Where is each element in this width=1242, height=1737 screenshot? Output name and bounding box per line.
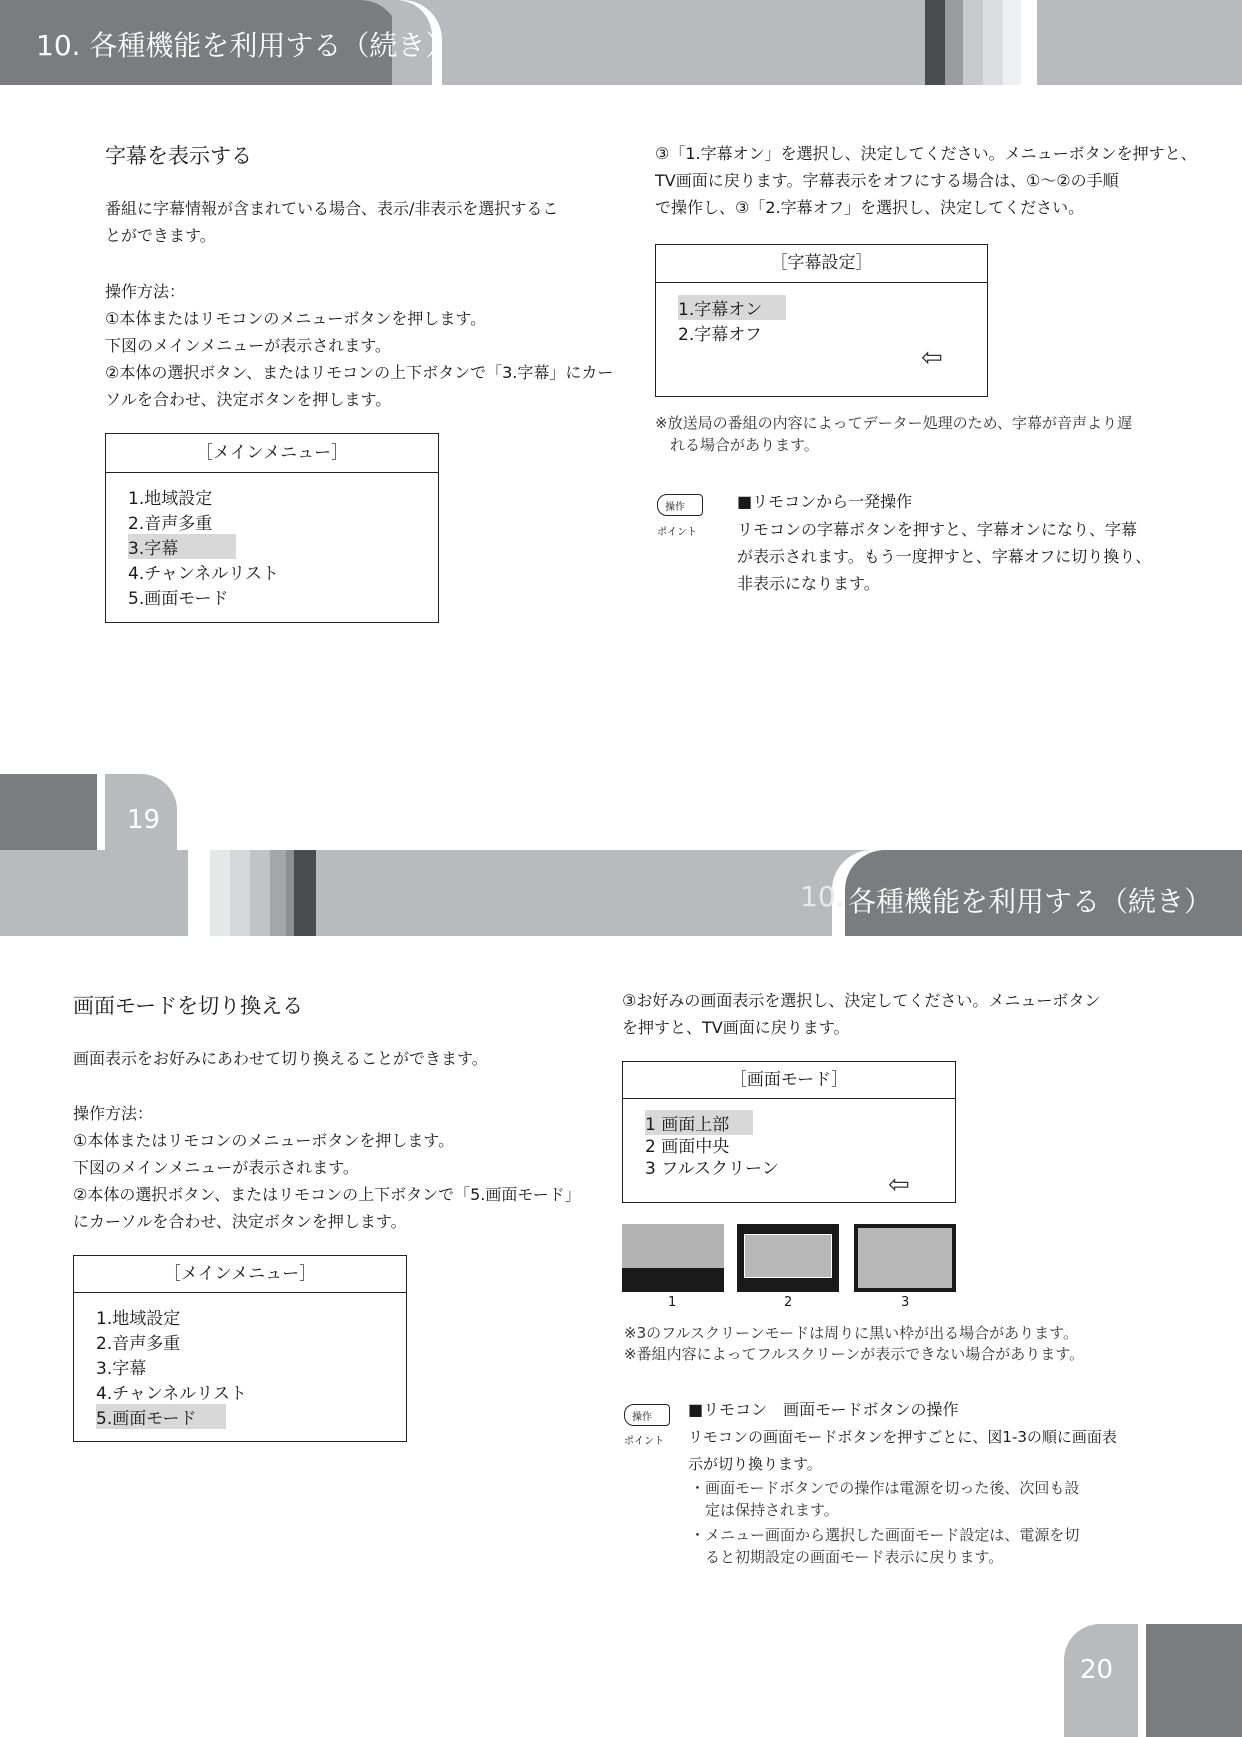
screen-mode-section-title: 画面モードを切り換える — [73, 994, 304, 1018]
bottom-bullet-1b: 定は保持されます。 — [690, 1501, 839, 1519]
top-point-hand-icon: 操作 — [657, 494, 703, 516]
screen-mode-steps-heading: 操作方法： — [73, 1104, 154, 1123]
subtitle-step-2b: ソルを合わせ、決定ボタンを押します。 — [105, 390, 392, 409]
screen-mode-menu-box — [622, 1061, 956, 1203]
screen-mode-note-2: ※番組内容によってフルスクリーンが表示できない場合があります。 — [624, 1345, 1085, 1363]
subtitle-back-arrow-icon: ⇦ — [921, 343, 943, 373]
bottom-header-title: 各種機能を利用する（続き） — [848, 885, 1213, 918]
top-point-text-2: が表示されます。もう一度押すと、字幕オフに切り換り、 — [737, 547, 1152, 566]
subtitle-step-1: ①本体またはリモコンのメニューボタンを押します。 — [105, 309, 487, 328]
page-number-19: 19 — [127, 805, 161, 835]
screen-mode-thumb-1 — [622, 1224, 724, 1292]
bottom-point-text-2: 示が切り換ります。 — [688, 1455, 822, 1473]
screen-mode-step-3-line-1: ③お好みの画面表示を選択し、決定してください。メニューボタン — [622, 991, 1101, 1010]
screen-mode-step-2b: にカーソルを合わせ、決定ボタンを押します。 — [73, 1212, 407, 1231]
bottom-main-menu-caption: ［メインメニュー］ — [74, 1256, 406, 1293]
top-point-text-1: リモコンの字幕ボタンを押すと、字幕オンになり、字幕 — [737, 520, 1138, 539]
top-point-text-3: 非表示になります。 — [737, 574, 880, 593]
thumb-label-2: 2 — [784, 1295, 793, 1310]
bottom-header-title-prefix: 10. — [800, 880, 845, 913]
page-19-tab-dark — [0, 774, 97, 850]
top-menu-item-5: 5.画面モード — [128, 589, 229, 609]
page-20-tab-dark — [1146, 1624, 1242, 1737]
top-header-stripes — [925, 0, 1055, 85]
subtitle-note-line-1: ※放送局の番組の内容によってデーター処理のため、字幕が音声より遅 — [655, 414, 1132, 432]
bottom-bullet-1: ・画面モードボタンでの操作は電源を切った後、次回も設 — [690, 1479, 1080, 1497]
bottom-bullet-2b: ると初期設定の画面モード表示に戻ります。 — [690, 1548, 1004, 1566]
top-menu-item-1: 1.地域設定 — [128, 489, 213, 509]
bottom-point-hand-icon: 操作 — [624, 1404, 670, 1426]
bottom-menu-item-3: 3.字幕 — [96, 1359, 147, 1379]
top-main-menu-box — [105, 433, 439, 623]
subtitle-option-off: 2.字幕オフ — [678, 325, 762, 345]
top-menu-item-4: 4.チャンネルリスト — [128, 564, 279, 584]
bottom-menu-item-1: 1.地域設定 — [96, 1309, 181, 1329]
subtitle-step-1b: 下図のメインメニューが表示されます。 — [105, 336, 391, 355]
screen-mode-step-3-line-2: を押すと、TV画面に戻ります。 — [622, 1018, 850, 1037]
screen-mode-step-2: ②本体の選択ボタン、またはリモコンの上下ボタンで「5.画面モード」 — [73, 1185, 581, 1204]
top-menu-item-3-highlight: 3.字幕 — [128, 534, 236, 559]
subtitle-section-title: 字幕を表示する — [105, 144, 252, 168]
screen-mode-step-1b: 下図のメインメニューが表示されます。 — [73, 1158, 359, 1177]
page-number-20: 20 — [1080, 1655, 1114, 1685]
screen-mode-option-2: 2 画面中央 — [645, 1137, 730, 1157]
subtitle-step-3-line-2: TV画面に戻ります。字幕表示をオフにする場合は、①～②の手順 — [655, 171, 1119, 190]
top-menu-item-3 — [128, 534, 236, 559]
thumb-label-3: 3 — [901, 1295, 910, 1310]
bottom-menu-item-2: 2.音声多重 — [96, 1334, 181, 1354]
subtitle-settings-caption: ［字幕設定］ — [656, 245, 987, 283]
screen-mode-back-arrow-icon: ⇦ — [888, 1170, 910, 1200]
subtitle-step-3-line-1: ③「1.字幕オン」を選択し、決定してください。メニューボタンを押すと、 — [655, 144, 1197, 163]
screen-mode-thumb-3 — [854, 1224, 956, 1292]
screen-mode-option-3: 3 フルスクリーン — [645, 1159, 779, 1179]
bottom-point-label: ポイント — [624, 1436, 664, 1447]
screen-mode-note-1: ※3のフルスクリーンモードは周りに黒い枠が出る場合があります。 — [624, 1324, 1078, 1342]
screen-mode-thumb-2 — [737, 1224, 839, 1292]
bottom-menu-item-5 — [96, 1404, 226, 1429]
screen-mode-option-1: 1 画面上部 — [645, 1110, 753, 1135]
subtitle-step-2: ②本体の選択ボタン、またはリモコンの上下ボタンで「3.字幕」にカー — [105, 363, 614, 382]
top-point-title: ■リモコンから一発操作 — [737, 492, 913, 511]
top-main-menu-caption: ［メインメニュー］ — [106, 434, 438, 473]
top-point-label: ポイント — [657, 527, 697, 538]
bottom-main-menu-box — [73, 1255, 407, 1442]
bottom-bullet-2: ・メニュー画面から選択した画面モード設定は、電源を切 — [690, 1526, 1080, 1544]
bottom-point-title: ■リモコン 画面モードボタンの操作 — [688, 1400, 959, 1419]
subtitle-option-on: 1.字幕オン — [678, 295, 786, 320]
subtitle-note-line-2: れる場合があります。 — [670, 436, 819, 454]
subtitle-steps-heading: 操作方法： — [105, 282, 186, 301]
bottom-menu-item-5-highlight: 5.画面モード — [96, 1404, 226, 1429]
screen-mode-menu-caption: ［画面モード］ — [623, 1062, 955, 1099]
screen-mode-step-1: ①本体またはリモコンのメニューボタンを押します。 — [73, 1131, 455, 1150]
subtitle-step-3-line-3: で操作し、③「2.字幕オフ」を選択し、決定してください。 — [655, 198, 1085, 217]
top-header-title: 10. 各種機能を利用する（続き） — [36, 29, 454, 62]
subtitle-settings-box — [655, 244, 988, 397]
thumb-label-1: 1 — [668, 1295, 677, 1310]
screen-mode-intro: 画面表示をお好みにあわせて切り換えることができます。 — [73, 1049, 488, 1068]
top-menu-item-2: 2.音声多重 — [128, 514, 213, 534]
bottom-menu-item-4: 4.チャンネルリスト — [96, 1384, 247, 1404]
subtitle-intro-line-2: とができます。 — [105, 226, 216, 245]
bottom-point-text-1: リモコンの画面モードボタンを押すごとに、図1-3の順に画面表 — [688, 1428, 1117, 1446]
subtitle-intro-line-1: 番組に字幕情報が含まれている場合、表示/非表示を選択するこ — [105, 199, 559, 218]
bottom-header-stripes — [188, 850, 320, 936]
